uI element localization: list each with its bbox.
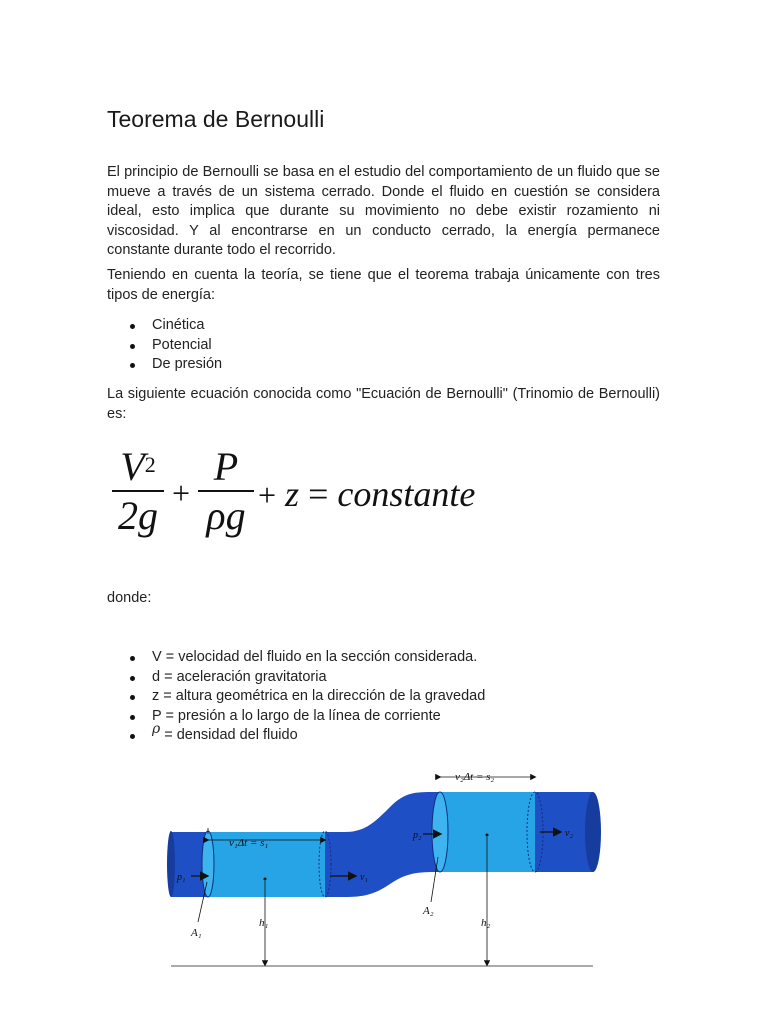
p2-label: p₂: [413, 830, 422, 841]
v1-label: v₁: [360, 872, 368, 883]
list-item: [107, 721, 485, 746]
bernoulli-pipe-diagram: [165, 762, 605, 972]
list-item: Cinética: [107, 316, 222, 336]
plus-sign: +: [258, 477, 277, 513]
page-title: Teorema de Bernoulli: [107, 106, 325, 132]
list-item: V = velocidad del fluido en la sección considerada.: [107, 648, 485, 668]
kinetic-denominator: 2g: [118, 493, 158, 538]
energy-intro-paragraph: Teniendo en cuenta la teoría, se tiene que el teorema trabaja únicamente con tres tipos de energía:: [107, 267, 660, 303]
s1-label: v₁Δt = s₁: [229, 837, 269, 849]
list-item: d = aceleración gravitatoria: [107, 668, 485, 688]
height-symbol: z: [285, 474, 300, 514]
a1-label: A₁: [191, 927, 202, 939]
list-item: Potencial: [107, 336, 222, 356]
pipe-left-end: [167, 831, 175, 897]
equals-sign: =: [299, 474, 338, 514]
pressure-term: [198, 445, 254, 539]
equation-intro-paragraph: La siguiente ecuación conocida como "Ecuación de Bernoulli" (Trinomio de Bernoulli) es:: [107, 386, 660, 422]
pressure-symbol: P: [213, 444, 239, 489]
equation-remainder: [258, 473, 475, 515]
list-item: De presión: [107, 355, 222, 375]
plus-sign: +: [172, 475, 191, 511]
rho-definition: = densidad del fluido: [164, 727, 298, 743]
pressure-denominator: ρg: [206, 493, 246, 538]
bernoulli-equation: [108, 443, 508, 553]
pipe-right-end: [585, 792, 601, 872]
kinetic-term: [112, 445, 164, 539]
velocity-symbol: V: [120, 444, 145, 489]
energy-types-list: [107, 316, 222, 375]
constant-word: constante: [337, 474, 476, 514]
intro-paragraph: El principio de Bernoulli se basa en el estudio del comportamiento de un fluido que se mueve a través de un sistema cerrado. Donde el fluido en cuestión se considera ideal, esto implica que durante su movimiento no debe existir rozamiento ni viscosidad. Y al encontrarse en un conducto cerrado, la energía permanece constante durante todo el recorrido.: [107, 164, 660, 258]
exponent: 2: [144, 452, 156, 477]
list-item: P = presión a lo largo de la línea de corriente: [107, 707, 485, 727]
p1-label: p₁: [177, 872, 186, 883]
fluid-section-2: [440, 792, 535, 872]
h1-label: h₁: [259, 917, 269, 929]
donde-label: donde:: [107, 590, 152, 606]
rho-symbol: ρ: [152, 721, 161, 737]
v2-label: v₂: [565, 828, 573, 839]
s2-label: v₂Δt = s₂: [455, 771, 495, 783]
a2-label: A₂: [423, 905, 434, 917]
list-item: z = altura geométrica en la dirección de la gravedad: [107, 687, 485, 707]
definitions-list: [107, 648, 485, 746]
h2-label: h₂: [481, 917, 491, 929]
